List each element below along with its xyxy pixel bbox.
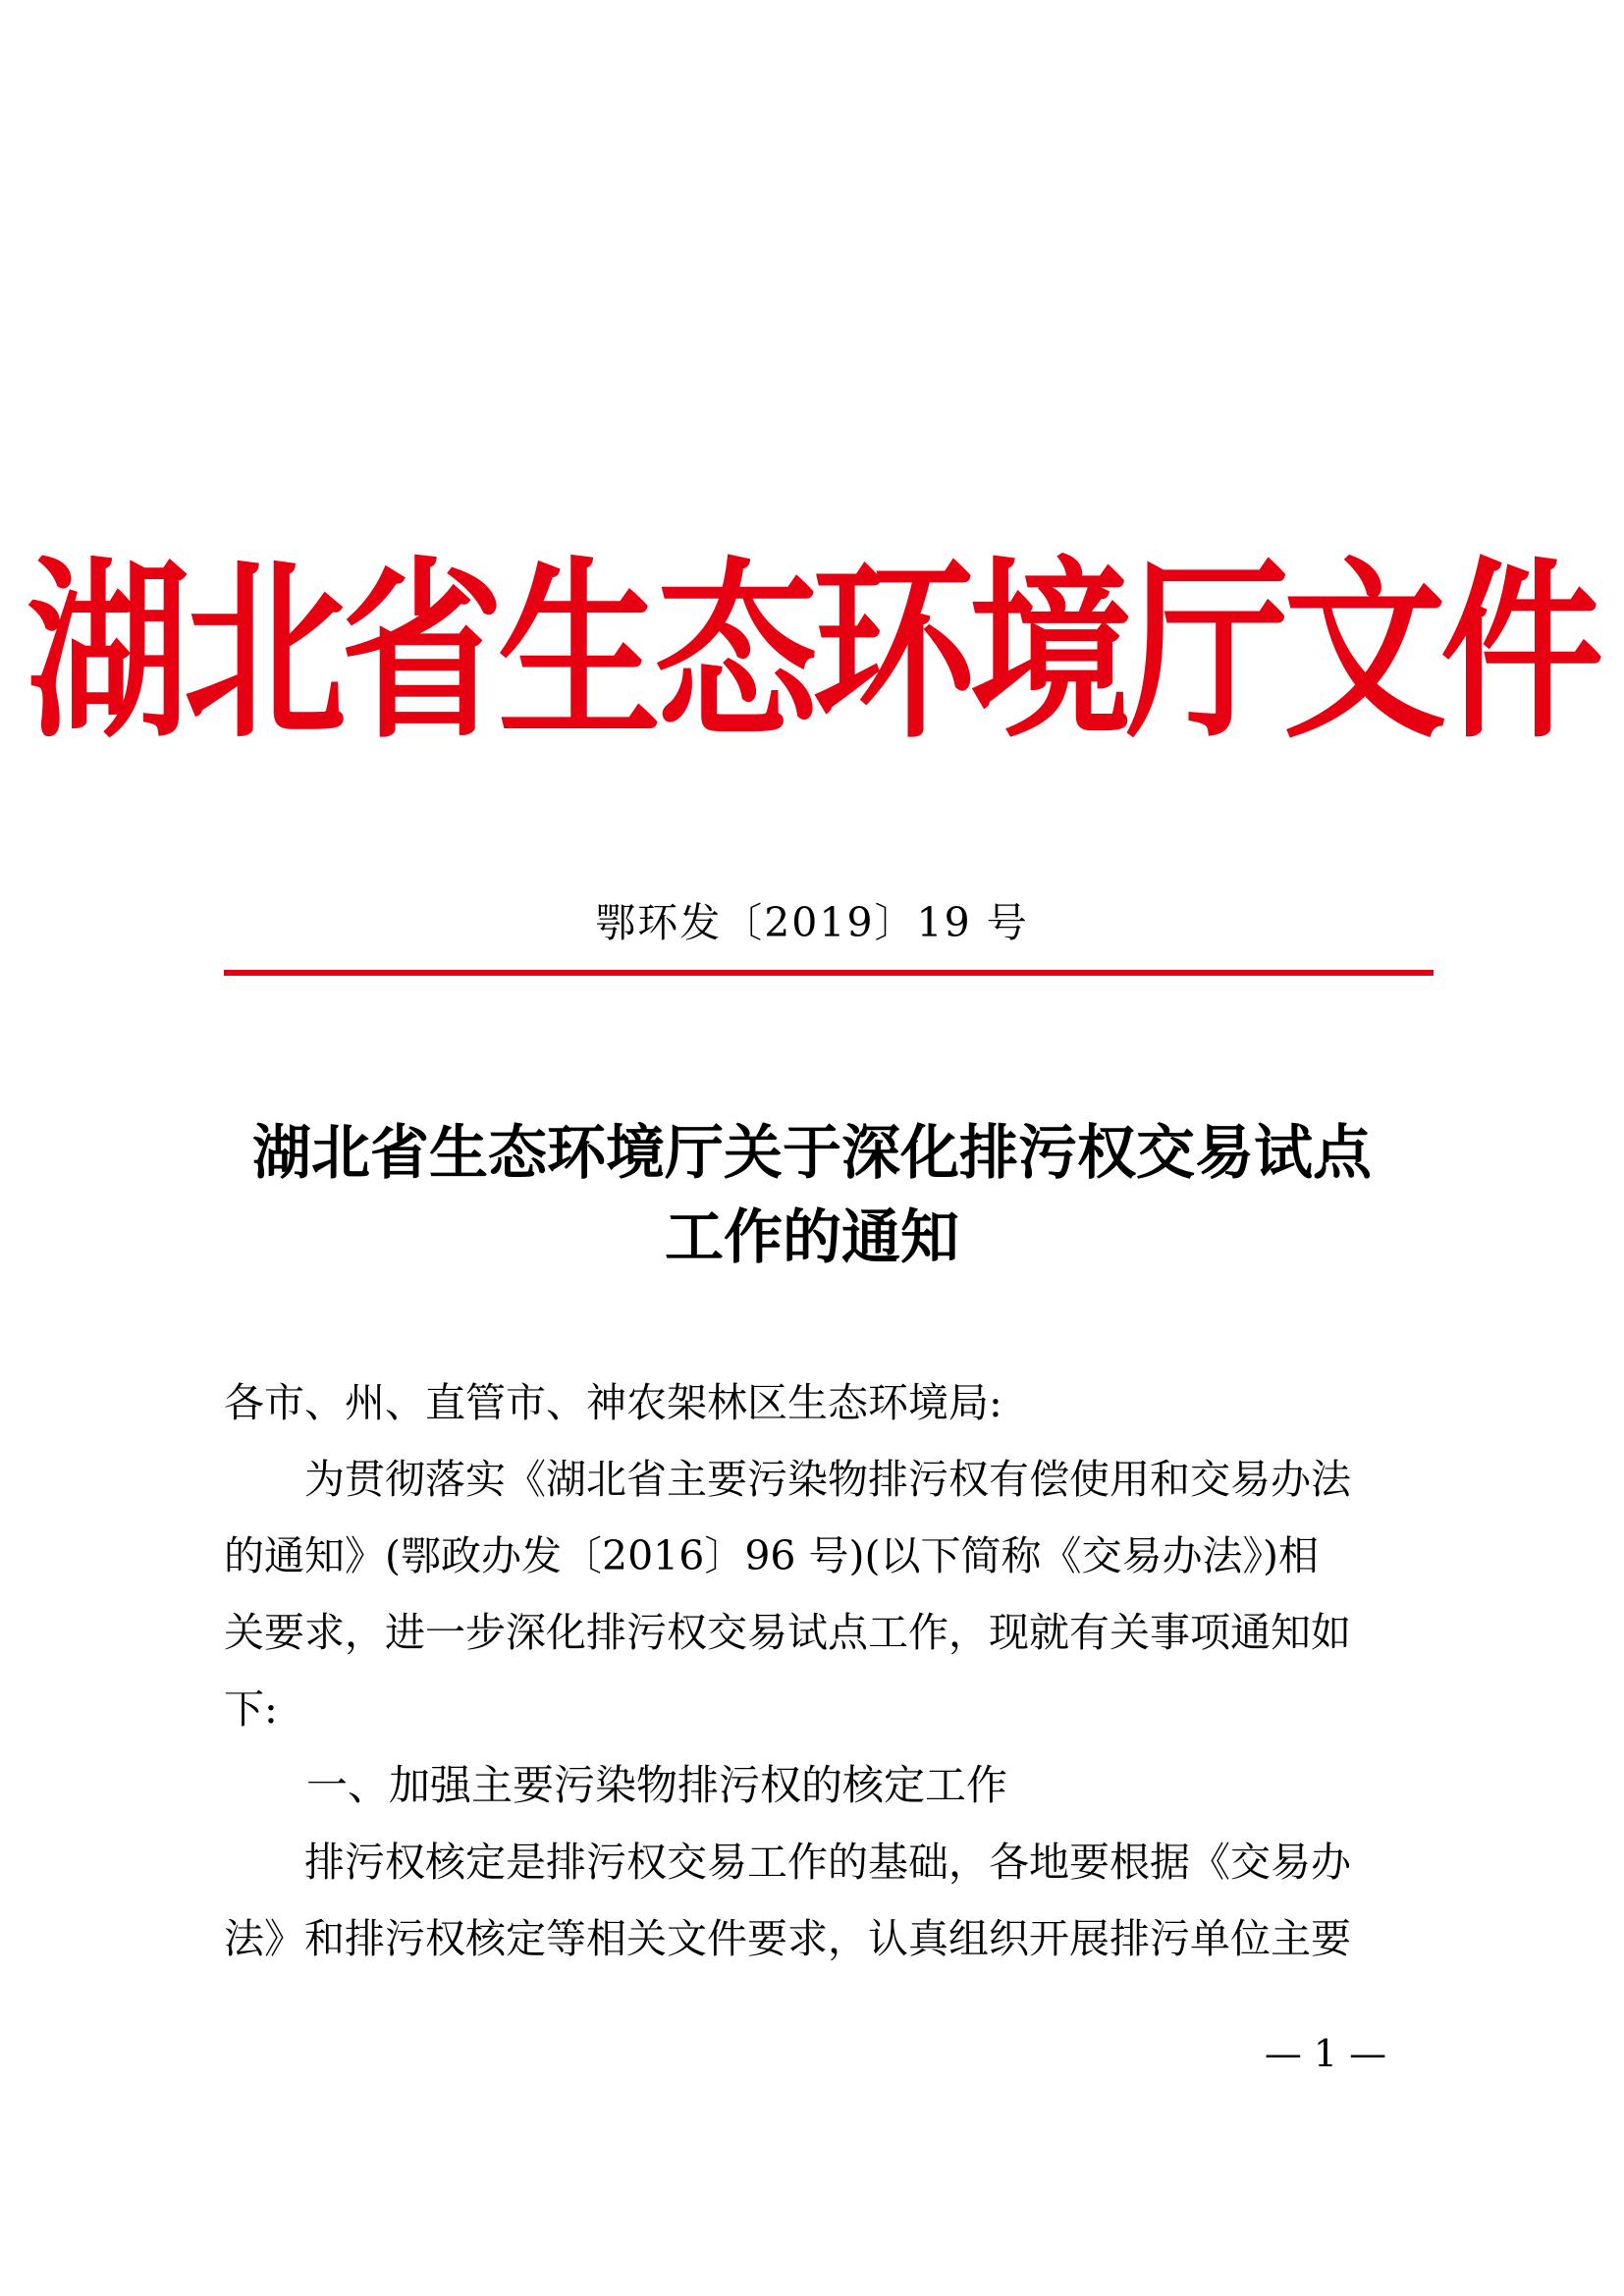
red-header-title: 湖北省生态环境厅文件 <box>27 541 1597 766</box>
section-heading-1: 一、加强主要污染物排污权的核定工作 <box>224 1761 1008 1809</box>
notice-title-line-1: 湖北省生态环境厅关于深化排污权交易试点 <box>252 1119 1372 1188</box>
salutation: 各市、州、直管市、神农架林区生态环境局: <box>224 1379 1002 1426</box>
paragraph-1-line-1: 为贯彻落实《湖北省主要污染物排污权有偿使用和交易办法 <box>224 1456 1351 1503</box>
paragraph-1-line-2: 的通知》(鄂政办发〔2016〕96 号)(以下简称《交易办法》)相 <box>224 1532 1320 1579</box>
red-divider-line <box>224 970 1434 976</box>
document-number: 鄂环发〔2019〕19 号 <box>595 899 1029 946</box>
notice-title <box>187 1111 1437 1280</box>
page-number: — 1 — <box>1264 2032 1387 2075</box>
notice-title-line-2: 工作的通知 <box>665 1203 959 1272</box>
paragraph-2-line-1: 排污权核定是排污权交易工作的基础，各地要根据《交易办 <box>224 1839 1351 1886</box>
paragraph-1-line-4: 下: <box>224 1685 278 1733</box>
paragraph-1-line-3: 关要求，进一步深化排污权交易试点工作，现就有关事项通知如 <box>224 1609 1351 1656</box>
paragraph-2-line-2: 法》和排污权核定等相关文件要求，认真组织开展排污单位主要 <box>224 1915 1351 1962</box>
